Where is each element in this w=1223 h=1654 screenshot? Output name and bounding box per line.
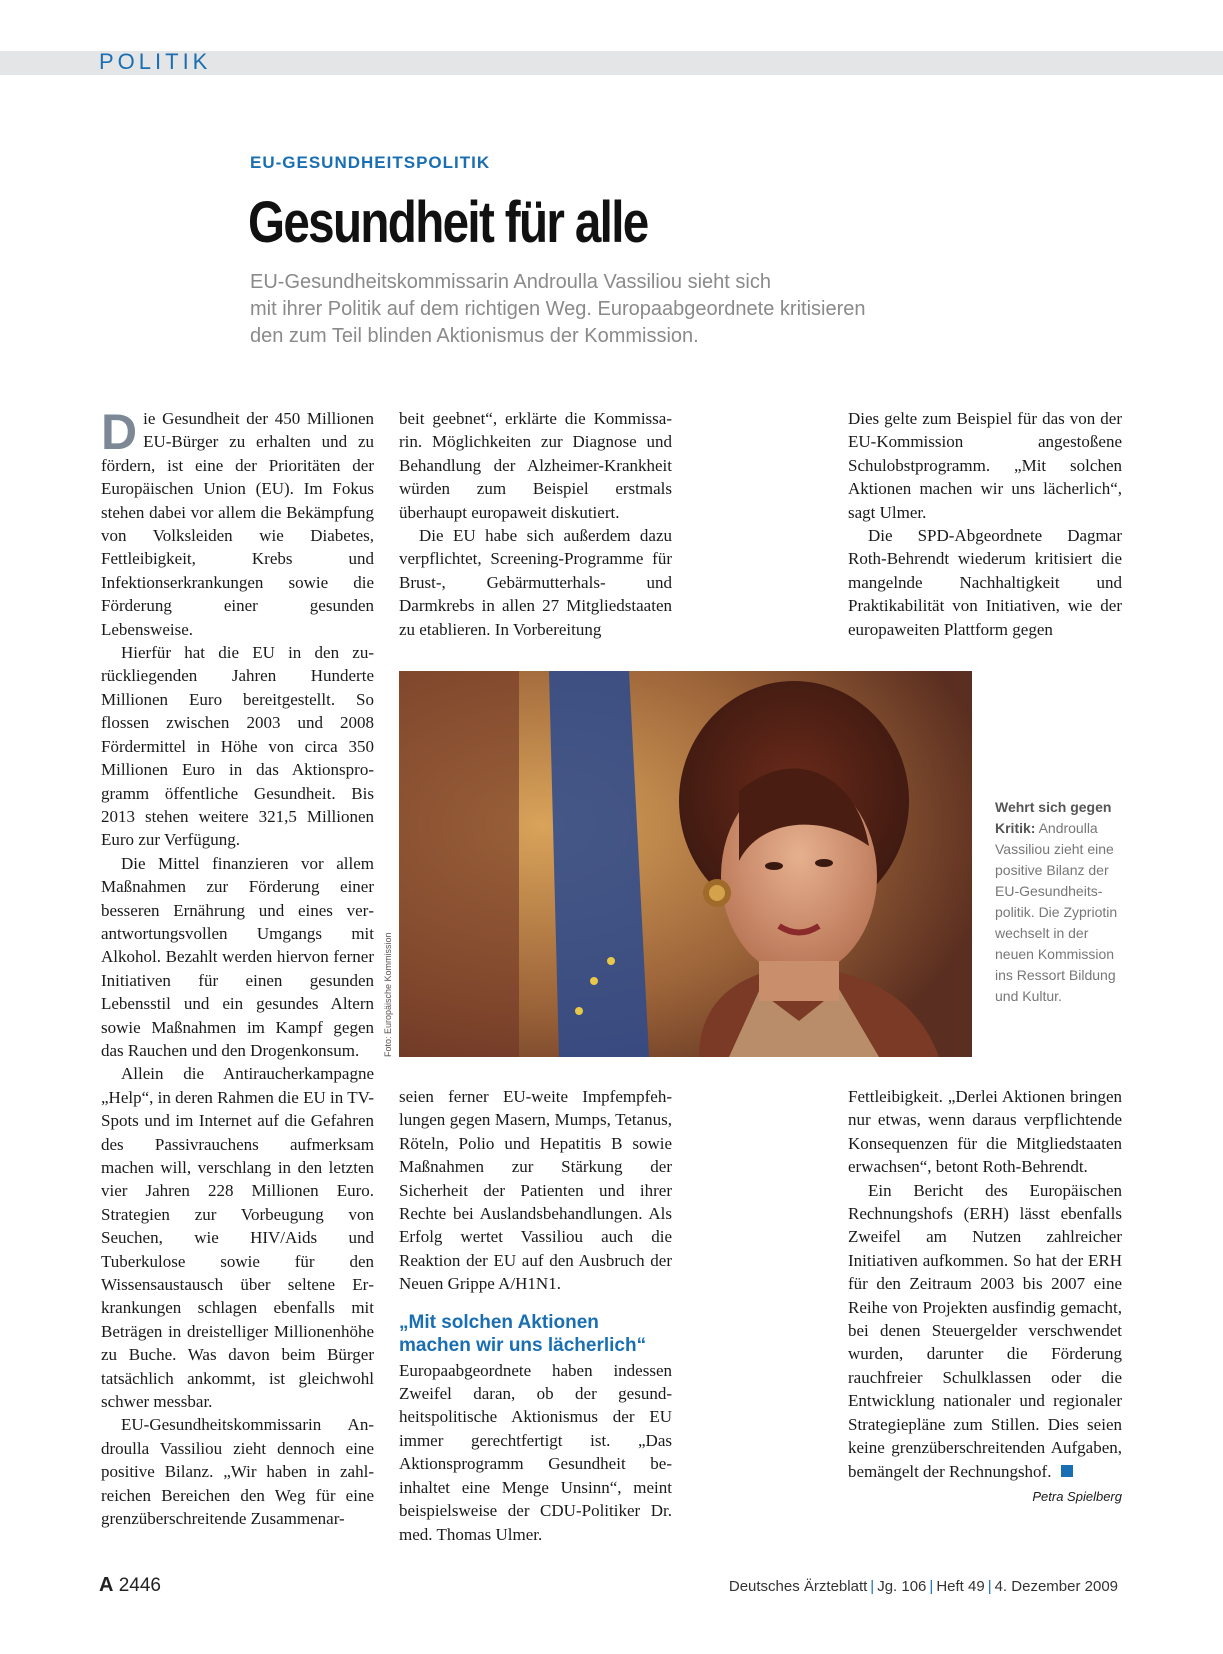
journal-name: Deutsches Ärzteblatt — [728, 1578, 868, 1595]
journal-volume: Jg. 106 — [877, 1578, 927, 1595]
body-paragraph: Fettleibigkeit. „Derlei Aktionen bringen nur etwas, wenn daraus verpflichtende Konsequenzen für die Mitgliedstaaten erwachsen“, betont Roth-Behrendt. — [848, 1087, 1122, 1177]
end-mark-icon — [1061, 1465, 1073, 1477]
body-column-1 — [101, 404, 374, 1531]
paragraph-text: ie Gesundheit der 450 Millionen EU-Bürger zu erhalten und zu fördern, ist eine der Prioritäten der Europäischen Union (EU). Im Fokus stehen dabei vor allem die Bekämpfung von Volksleiden wie Diabetes, Fettleibigkeit, Krebs und Infektionserkrankungen sowie die Förderung einer gesunden Lebensweise. — [101, 409, 374, 639]
article-subhead — [399, 1311, 672, 1357]
footer-separator: | — [929, 1578, 934, 1595]
body-paragraph: Die EU habe sich außerdem dazu verpflichtet, Screening-Programme für Brust-, Gebärmutterhals- und Darmkrebs in allen 27 Mitgliedstaaten zu etablieren. In Vorbereitung — [399, 526, 672, 639]
body-paragraph: Allein die Antiraucherkampagne „Help“, in deren Rahmen die EU in TV-Spots und im Internet auf die Gefahren des Passivrauchens aufmerksam machen will, verschlang in den letzten vier Jahren 228 Millionen Euro. Strategien zur Vorbeugung von Seuchen, wie HIV/Aids und Tuberkulose sowie für den Wissensaustausch über seltene Erkrankungen schlagen ebenfalls mit Beträgen in dreistelliger Millionenhöhe zu Buche. Was davon beim Bürger tatsächlich ankommt, ist gleichwohl schwer messbar. — [101, 1064, 374, 1412]
article-author: Petra Spielberg — [1032, 1488, 1122, 1504]
lead-line: EU-Gesundheitskommissarin Androulla Vassiliou sieht sich — [250, 271, 771, 293]
section-label: POLITIK — [99, 49, 212, 74]
portrait-illustration — [399, 671, 972, 1057]
journal-footer — [729, 1578, 1118, 1595]
body-paragraph: beit geebnet“, erklärte die Kommissarin. Möglichkeiten zur Diagnose und Behandlung der Alzheimer-Krankheit würden zum Beispiel erstmals überhaupt europaweit diskutiert. — [399, 409, 672, 522]
article-headline: Gesundheit für alle — [248, 190, 648, 255]
photo-credit: Foto: Europäische Kommission — [383, 932, 393, 1057]
footer-separator: | — [987, 1578, 992, 1595]
body-paragraph: Hierfür hat die EU in den zurückliegenden Jahren Hunderte Millionen Euro bereitgestellt. So flossen zwischen 2003 und 2008 Fördermittel in Höhe von circa 350 Millionen Euro in das Aktionsprogramm öffentliche Gesundheit. Bis 2013 stehen weitere 321,5 Millionen Euro zur Verfügung. — [101, 643, 374, 850]
body-paragraph: Die SPD-Abgeordnete Dagmar Roth-Behrendt wiederum kritisiert die mangelnde Nachhaltigkeit und Praktikabilität von Initiativen, wie der europaweiten Plattform gegen — [848, 526, 1122, 639]
body-paragraph: EU-Gesundheitskommissarin Androulla Vassiliou zieht dennoch eine positive Bilanz. „Wir haben in zahlreichen Bereichen den Weg für eine grenzüberschreitende Zusammenar- — [101, 1415, 374, 1529]
article-kicker: EU-GESUNDHEITSPOLITIK — [250, 153, 491, 172]
caption-bold: Wehrt sich gegen Kritik: — [995, 799, 1112, 836]
page-number-value: 2446 — [118, 1575, 162, 1596]
article-lead — [250, 269, 990, 350]
body-paragraph: Die Mittel finanzieren vor allem Maßnahmen zur Förderung einer besseren Ernährung und eines verantwortungsvollen Umgangs mit Alkohol. Bezahlt werden hiervon ferner Initiativen für einen gesunden Lebensstil und ein gesundes Altern sowie Maßnahmen im Kampf gegen das Rauchen und den Drogenkonsum. — [101, 853, 374, 1060]
body-column-3-bottom — [848, 1085, 1122, 1508]
page-prefix: A — [99, 1574, 114, 1596]
body-column-2-top — [399, 407, 672, 641]
footer-separator: | — [870, 1578, 875, 1595]
caption-text: Androulla Vassiliou zieht eine positive Bilanz der EU-Gesundheitspolitik. Die Zypriotin wechselt in der neuen Kommission ins Ressort Bildung und Kultur. — [995, 820, 1118, 1004]
journal-date: 4. Dezember 2009 — [994, 1578, 1118, 1595]
portrait-photo — [399, 671, 972, 1057]
body-paragraph: Europaabgeordnete haben indessen Zweifel daran, ob der gesundheitspolitische Aktionismus der EU immer gerechtfertigt ist. „Das Aktionsprogramm Gesundheit beinhaltet eine Menge Unsinn“, meint beispielsweise der CDU-Politiker Dr. med. Thomas Ulmer. — [399, 1360, 672, 1544]
subhead-line: machen wir uns lächerlich“ — [399, 1334, 647, 1356]
paragraph-text: Ein Bericht des Europäischen Rechnungshofs (ERH) lässt ebenfalls Zweifel am Nutzen zahlreicher Initiativen aufkommen. So hat der ERH für den Zeitraum 2003 bis 2007 eine Reihe von Projekten ausfindig gemacht, bei denen Steuergelder verschwendet wurden, darunter die Förderung rauchfreier Schulklassen oder die Entwicklung nationaler und regionaler Strategiepläne zum Stillen. Dies seien keine grenzüberschreitenden Aufgaben, bemängelt der Rechnungshof. — [848, 1180, 1122, 1481]
body-column-2-bottom — [399, 1085, 672, 1546]
photo-caption — [995, 797, 1130, 1007]
page-number — [99, 1574, 161, 1597]
lead-line: mit ihrer Politik auf dem richtigen Weg. Europaabgeordnete kritisieren — [250, 298, 866, 320]
lead-line: den zum Teil blinden Aktionismus der Kommission. — [250, 325, 699, 347]
body-paragraph: seien ferner EU-weite Impfempfehlungen gegen Masern, Mumps, Tetanus, Röteln, Polio und Hepatitis B sowie Maßnahmen zur Stärkung der Sicherheit der Patienten und ihrer Rechte bei Auslandsbehandlungen. Als Erfolg wertet Vassiliou auch die Reaktion der EU auf den Ausbruch der Neuen Grippe A/H1N1. — [399, 1087, 672, 1294]
subhead-line: „Mit solchen Aktionen — [399, 1311, 599, 1333]
drop-cap: D — [101, 404, 138, 460]
body-paragraph: Dies gelte zum Beispiel für das von der EU-Kommission angestoßene Schulobstprogramm. „Mit solchen Aktionen machen wir uns lächerlich“, sagt Ulmer. — [848, 409, 1122, 522]
body-paragraph — [848, 1179, 1122, 1483]
journal-issue: Heft 49 — [936, 1578, 985, 1595]
body-paragraph — [101, 404, 374, 641]
body-column-3-top — [848, 407, 1122, 641]
